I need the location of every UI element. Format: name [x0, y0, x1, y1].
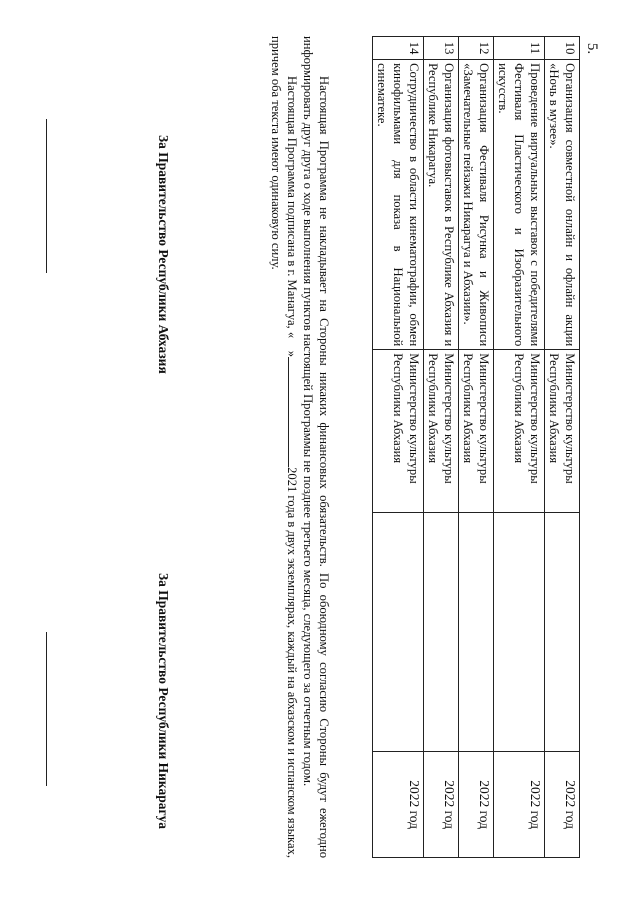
- term-cell: 2022 год: [459, 752, 494, 858]
- activity-cell: Организация Фестиваля Рисунка и Живописи «Замечательные пейзажи Никарагуа и Абхазии».: [459, 60, 494, 350]
- signature-label-abkhazia: За Правительство Республики Абхазия: [156, 135, 171, 374]
- row-number: 14: [373, 37, 424, 60]
- table-row: [545, 37, 580, 858]
- signing-quote-close: »: [285, 350, 299, 358]
- empty-cell: [545, 513, 580, 752]
- signing-details-text: 2021 года в двух экземплярах, каждый на абхазском и испанском языках, причем оба текста имеют одинаковую силу.: [269, 36, 299, 859]
- term-cell: 2022 год: [424, 752, 459, 858]
- signature-line-nicaragua: [46, 632, 47, 786]
- signature-line-abkhazia: [46, 119, 47, 273]
- term-cell: 2022 год: [545, 752, 580, 858]
- program-table: [372, 36, 580, 858]
- table-row: [373, 37, 424, 858]
- row-number: 10: [545, 37, 580, 60]
- activity-cell: Организация совместной онлайн и офлайн акции «Ночь в музее».: [545, 60, 580, 350]
- table-row: [424, 37, 459, 858]
- closing-text: [268, 36, 332, 858]
- date-blank-line: [288, 357, 299, 467]
- row-number: 11: [494, 37, 545, 60]
- activity-cell: Сотрудничество в области кинематографии, обмен кинофильмами для показа в Национальной синематеке.: [373, 60, 424, 350]
- empty-cell: [424, 513, 459, 752]
- table-row: [494, 37, 545, 858]
- empty-cell: [459, 513, 494, 752]
- activity-cell: Организация фотовыставок в Республике Абхазия и Республике Никарагуа.: [424, 60, 459, 350]
- signing-place-text: Настоящая Программа подписана в г. Манагуа, «: [285, 76, 299, 339]
- empty-cell: [494, 513, 545, 752]
- page-number: 5.: [584, 42, 601, 55]
- responsible-cell: Министерство культуры Республики Абхазия: [545, 350, 580, 513]
- row-number: 13: [424, 37, 459, 60]
- closing-paragraph-1: Настоящая Программа не накладывает на Стороны никаких финансовых обязательств. По обоюдному согласию Стороны будут ежегодно информировать друг друга о ходе выполнения пунктов настоящей Программы не позднее третьего месяца, следующего за отчетным годом.: [301, 36, 331, 858]
- responsible-cell: Министерство культуры Республики Абхазия: [373, 350, 424, 513]
- responsible-cell: Министерство культуры Республики Абхазия: [494, 350, 545, 513]
- signature-label-nicaragua: За Правительство Республики Никарагуа: [156, 573, 171, 829]
- term-cell: 2022 год: [373, 752, 424, 858]
- term-cell: 2022 год: [494, 752, 545, 858]
- closing-paragraph-2: [268, 36, 300, 858]
- responsible-cell: Министерство культуры Республики Абхазия: [459, 350, 494, 513]
- table-row: [459, 37, 494, 858]
- empty-cell: [373, 513, 424, 752]
- activity-cell: Проведение виртуальных выставок с победителями Фестиваля Пластического и Изобразительного искусств.: [494, 60, 545, 350]
- row-number: 12: [459, 37, 494, 60]
- responsible-cell: Министерство культуры Республики Абхазия: [424, 350, 459, 513]
